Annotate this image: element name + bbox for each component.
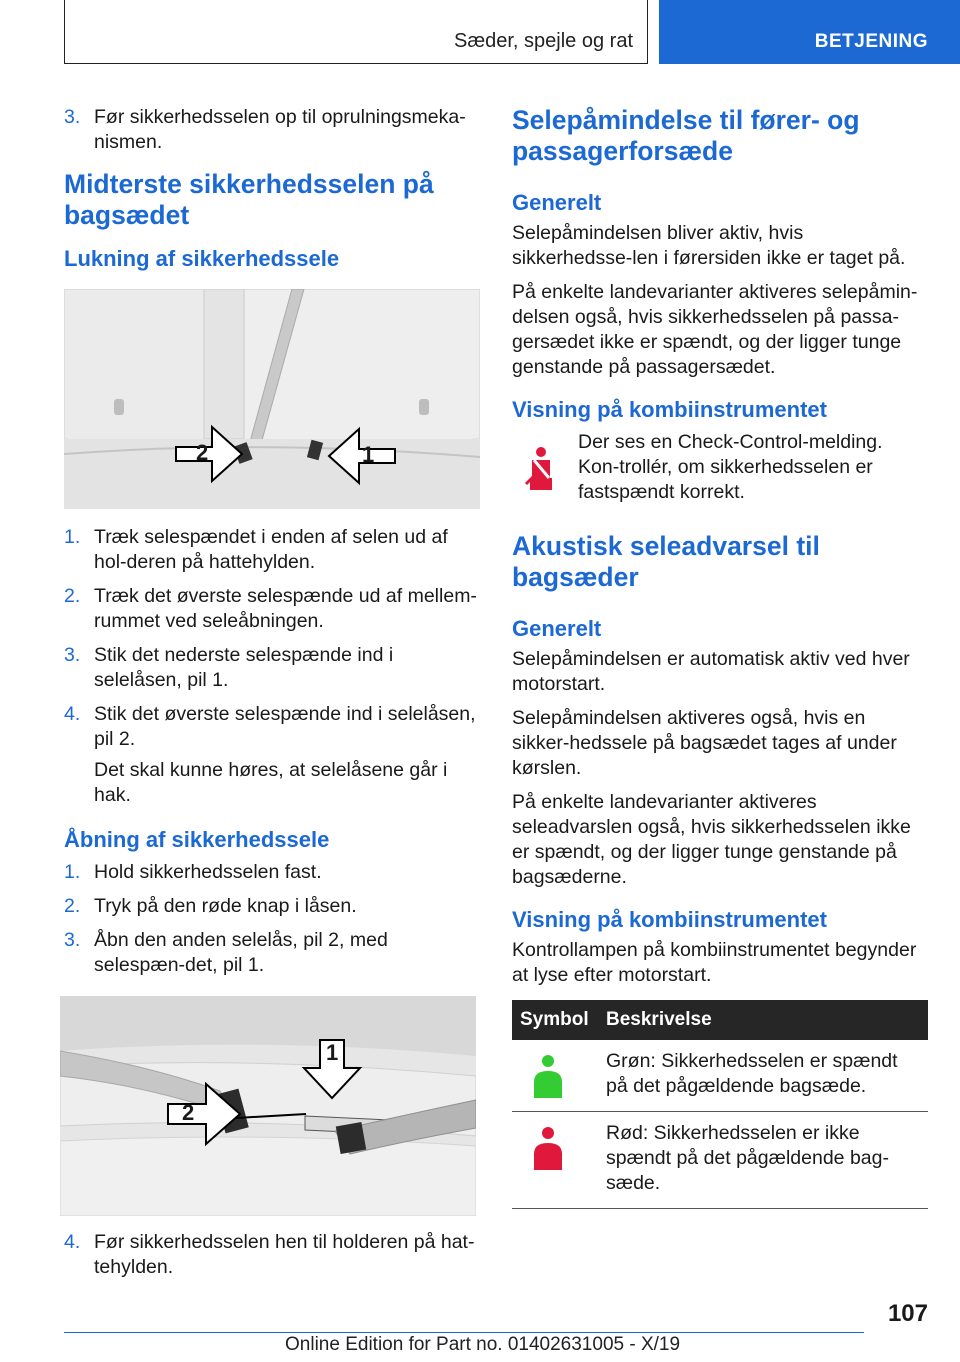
subheading-general: Generelt <box>512 616 602 641</box>
page-number: 107 <box>887 1300 928 1327</box>
step-text: Stik det nederste selespænde ind i selelåsen, pil 1. <box>94 644 394 691</box>
step-number: 2. <box>64 895 81 917</box>
figure-callout-2: 2 <box>196 440 209 465</box>
edition-footer: Online Edition for Part no. 01402631005 - X/19 <box>285 1334 681 1355</box>
chapter-title: Sæder, spejle og rat <box>454 30 633 52</box>
seat-illustration <box>60 996 476 1216</box>
open-steps-list <box>64 860 480 978</box>
column-header-description: Beskrivelse <box>606 1009 712 1030</box>
paragraph: Selepåmindelsen er automatisk aktiv ved hver motorstart. <box>512 648 910 695</box>
figure-callout-1: 1 <box>362 442 375 467</box>
heading-close-belt: Lukning af sikkerhedssele <box>64 246 340 271</box>
symbol-table <box>512 1000 928 1209</box>
green-seat-occupant-icon <box>530 1054 566 1098</box>
seat-illustration <box>64 289 480 509</box>
step-text: Før sikkerhedsselen op til oprulningsmeka-nismen. <box>94 106 466 153</box>
warning-display-block <box>512 430 928 505</box>
close-steps-list <box>64 525 480 808</box>
row-description: Rød: Sikkerhedsselen er ikke spændt på det pågældende bag-sæde. <box>606 1122 889 1194</box>
footer-divider <box>64 1332 864 1333</box>
step-text: Stik det øverste selespænde ind i selelåsen, pil 2. <box>94 703 476 750</box>
step-text: Tryk på den røde knap i låsen. <box>94 895 357 917</box>
list-item <box>64 702 480 752</box>
step-number: 3. <box>64 929 81 951</box>
step-number: 1. <box>64 861 81 883</box>
heading-middle-belt: Midterste sikkerhedsselen på bagsædet <box>64 169 434 230</box>
paragraph: På enkelte landevarianter aktiveres seleadvarslen også, hvis sikkerhedsselen ikke er spændt, og der ligger tunge genstande på bagsæderne. <box>512 791 911 888</box>
list-item <box>64 643 480 693</box>
step-number: 4. <box>64 703 81 725</box>
table-row <box>512 1112 928 1209</box>
right-column <box>512 105 928 1209</box>
list-item <box>64 584 480 634</box>
list-item <box>64 1230 480 1280</box>
paragraph: Selepåmindelsen aktiveres også, hvis en sikker-hedssele på bagsædet tages af under kørslen. <box>512 707 897 779</box>
paragraph: Kontrollampen på kombiinstrumentet begynder at lyse efter motorstart. <box>512 939 917 986</box>
table-header <box>512 1000 928 1040</box>
red-seat-occupant-icon <box>530 1126 566 1170</box>
table-row <box>512 1040 928 1112</box>
step-text: Træk det øverste selespænde ud af mellem-rummet ved seleåbningen. <box>94 585 477 632</box>
column-header-symbol: Symbol <box>520 1009 589 1030</box>
step-number: 2. <box>64 585 81 607</box>
list-item <box>64 860 480 885</box>
heading-belt-reminder: Selepåmindelse til fører- og passagerforsæde <box>512 105 860 166</box>
subheading-display: Visning på kombiinstrumentet <box>512 907 827 932</box>
paragraph: Selepåmindelsen bliver aktiv, hvis sikkerhedsse-len i førersiden ikke er taget på. <box>512 222 906 269</box>
section-title: BETJENING <box>814 31 928 52</box>
heading-open-belt: Åbning af sikkerhedssele <box>64 827 330 852</box>
step-text: Åbn den anden selelås, pil 2, med selespæn-det, pil 1. <box>94 929 388 976</box>
header-section-box <box>659 0 960 64</box>
heading-acoustic-warning: Akustisk seleadvarsel til bagsæder <box>512 531 820 592</box>
step-number: 3. <box>64 644 81 666</box>
header-chapter-box <box>64 0 648 64</box>
step-note: Det skal kunne høres, at selelåsene går i hak. <box>94 759 448 806</box>
step-text: Før sikkerhedsselen hen til holderen på hat-tehylden. <box>94 1231 475 1278</box>
list-item <box>64 894 480 919</box>
display-text: Der ses en Check-Control-melding. Kon-trollér, om sikkerhedsselen er fastspændt korrekt. <box>578 431 883 503</box>
step-text: Træk selespændet i enden af selen ud af hol-deren på hattehylden. <box>94 526 448 573</box>
step-number: 1. <box>64 526 81 548</box>
rear-seat-belt-release-image <box>60 996 476 1216</box>
step-text: Hold sikkerhedsselen fast. <box>94 861 322 883</box>
rear-seat-belt-fastening-image <box>64 289 480 509</box>
subheading-general: Generelt <box>512 190 602 215</box>
row-description: Grøn: Sikkerhedsselen er spændt på det pågældende bagsæde. <box>606 1050 898 1097</box>
paragraph: På enkelte landevarianter aktiveres selepåmin-delsen også, hvis sikkerhedsselen på passa-gersædet ikke er spændt, og der ligger tunge genstande på passagersædet. <box>512 281 918 378</box>
figure-callout-1: 1 <box>326 1040 339 1065</box>
list-item <box>64 928 480 978</box>
step-number: 3. <box>64 106 81 128</box>
list-item <box>64 105 480 155</box>
figure-callout-2: 2 <box>182 1100 195 1125</box>
subheading-display: Visning på kombiinstrumentet <box>512 397 827 422</box>
seatbelt-warning-icon <box>524 446 558 492</box>
step-number: 4. <box>64 1231 81 1253</box>
left-column <box>64 105 480 1289</box>
list-item <box>64 525 480 575</box>
